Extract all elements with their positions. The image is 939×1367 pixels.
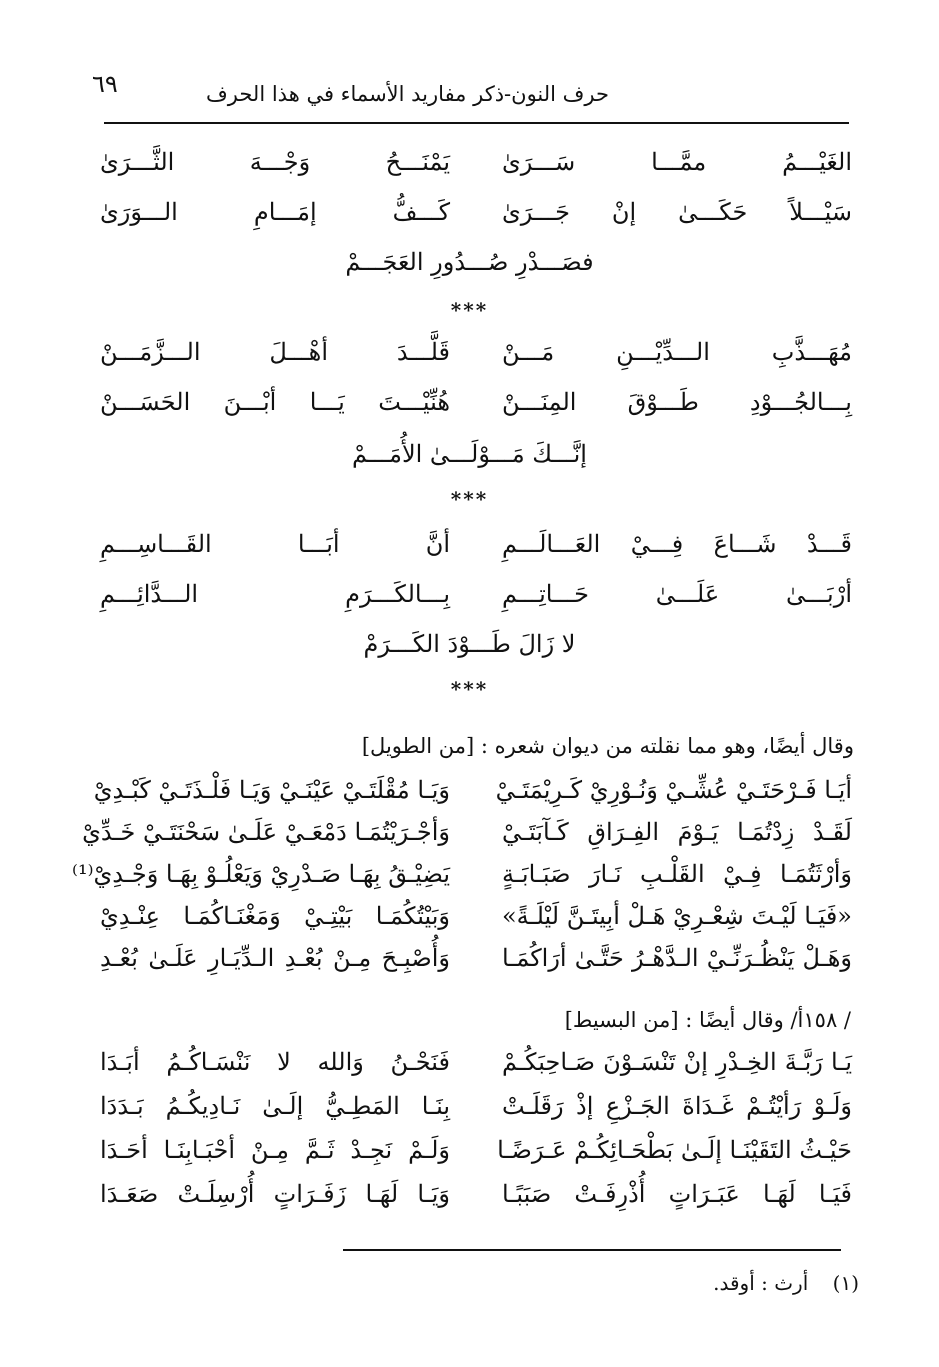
verse-hemistich-right: قَـــدْ شَـــاعَ فِـــيْ العَـــالَـــمِ (502, 530, 852, 558)
verse-hemistich-right: حَيْـثُ التَقَيْنَـا إلَـىٰ بَطْحَـائِكُـمْ عَـرَضًـا (497, 1136, 852, 1164)
verse-hemistich-left: وَبَيْتُكُمَـا بَيْتِـيْ وَمَغْنَـاكُمَـا عِنْـدِيْ (100, 902, 450, 930)
verse-hemistich-right: فَيَـا لَهَـا عَبَـرَاتٍ أُذْرِفَـتْ صَبَبًـا (502, 1180, 852, 1208)
verse-line (100, 1172, 852, 1216)
verse-refrain: إنَّـــكَ مَـــوْلَـــىٰ الأُمَـــمْ (352, 440, 587, 468)
footnote-rule (343, 1249, 841, 1251)
verse-line (82, 810, 852, 854)
verse-hemistich-right: يَـا رَبَّـةَ الخِـدْرِ إنْ تَنْسَـوْنَ صَـاحِبَكُـمْ (502, 1048, 852, 1076)
verse-line (93, 768, 852, 812)
verse-hemistich-right: وَلَـوْ رَأيْتُـمْ غَـدَاةَ الجَـزْعِ إذْ رَقَلَـتْ (502, 1092, 852, 1120)
verse-hemistich-left: قَلَّـــدَ أهْـــلَ الـــزَّمَـــنْ (100, 338, 450, 366)
verse-refrain: لا زَالَ طَـــوْدَ الكَـــرَمْ (363, 630, 576, 658)
verse-line (100, 140, 852, 184)
verse-hemistich-left: يَمْنَـــحُ وَجْـــهَ الثَّـــرَىٰ (100, 148, 450, 176)
verse-hemistich-right: مُهَـــذَّبِ الـــدِّيْـــنِ مَـــنْ (502, 338, 852, 366)
verse-line (100, 1040, 852, 1084)
verse-line (100, 190, 852, 234)
verse-refrain: فصَـــدْرِ صُـــدُورِ العَجَـــمْ (345, 248, 594, 276)
verse-hemistich-right: أرْبَـــىٰ عَلَـــىٰ حَـــاتِـــمِ (502, 580, 852, 608)
verse-hemistich-right: لَقَـدْ زِدْتُمَـا يَـوْمَ الفِـرَاقِ كَـآبَتَـيْ (502, 818, 852, 846)
verse-line (100, 522, 852, 566)
verse-hemistich-right: وَهَـلْ يَنْظُـرَنِّـيْ الـدَّهْـرُ حَتَّـىٰ أرَاكُمَـا (502, 944, 852, 972)
verse-hemistich-left: كَـــفُّ إمَـــامِ الـــوَرَىٰ (100, 198, 450, 226)
verse-hemistich-right: سَيْـــلاً حَكَـــىٰ إنْ جَـــرَىٰ (502, 198, 852, 226)
verse-hemistich-left: أنَّ أبَـــا القَـــاسِـــمِ (100, 530, 450, 558)
poem-intro: / ١٥٨أ/ وقال أيضًا : [من البسيط] (564, 1008, 851, 1032)
verse-hemistich-left: يَضِيْـقُ بِهَـا صَـدْرِيْ وَيَعْلُـوْ بِهَـا وَجْـدِيْ⁽¹⁾ (72, 860, 450, 888)
verse-hemistich-left: فَنَحْـنُ وَالله لا نَنْسَـاكُـمُ أبَـدَا (100, 1048, 450, 1076)
verse-hemistich-right: بِـــالجُـــوْدِ طَـــوْقَ المِنَـــنْ (502, 388, 852, 416)
verse-line (100, 380, 852, 424)
footnote-number: (١) (832, 1271, 859, 1295)
footnote-text: أرث : أوقد. (713, 1271, 809, 1295)
running-title: حرف النون-ذكر مفاريد الأسماء في هذا الحرف (206, 82, 609, 106)
verse-hemistich-left: وَأجْـرَيْتُمَـا دَمْعَـيْ عَلَـىٰ سَحْنَتَـيْ خَـدِّيْ (82, 818, 450, 846)
verse-hemistich-left: وَأُصْبِـحَ مِـنْ بُعْـدِ الـدِّيَـارِ عَلَـىٰ بُعْـدِ (100, 944, 450, 972)
verse-hemistich-left: بِـــالكَـــرَمِ الـــدَّائِـــمِ (100, 580, 450, 608)
verse-line (100, 330, 852, 374)
verse-line (100, 936, 852, 980)
verse-hemistich-right: الغَيْـــمُ ممَّـــا سَـــرَىٰ (502, 148, 852, 176)
page-number: ٦٩ (92, 70, 118, 98)
verse-hemistich-left: هُنِّيْـــتَ يَـــا أبْـــنَ الحَسَـــنْ (100, 388, 450, 416)
section-separator: *** (450, 487, 489, 511)
footnote (459, 1268, 859, 1298)
verse-hemistich-left: وَلَـمْ نَجِـدْ ثَـمَّ مِـنْ أحْبَـابِنَـا أحَـدَا (100, 1136, 450, 1164)
verse-hemistich-right: أيَـا فَـرْحَتَـيْ عُشِّـيْ وَنُـوْرِيْ كَـرِيْمَتَـيْ (495, 776, 852, 804)
verse-hemistich-right: «فَيَـا لَيْـتَ شِعْـرِيْ هَـلْ أبِيتَـنَّ لَيْلَـةً» (502, 902, 852, 930)
verse-hemistich-right: وَأرْثَتُمَـا فِـيْ القَلْـبِ نَـارَ صَبَـابَـةٍ (502, 860, 852, 888)
verse-line (72, 852, 852, 896)
section-separator: *** (450, 298, 489, 322)
verse-line (100, 572, 852, 616)
verse-line (100, 1084, 852, 1128)
section-separator: *** (450, 677, 489, 701)
poem-intro: وقال أيضًا، وهو مما نقلته من ديوان شعره : [من الطويل] (361, 734, 854, 758)
verse-hemistich-left: وَيَـا لَهَـا زَفَـرَاتٍ أُرْسِلَـتْ صَعَـدَا (100, 1180, 450, 1208)
verse-hemistich-left: بِنَـا المَطِـيُّ إلَـىٰ نَـادِيكُـمُ بَـدَدَا (100, 1092, 450, 1120)
verse-line (100, 1128, 852, 1172)
header-rule (104, 122, 849, 124)
verse-line (100, 894, 852, 938)
verse-hemistich-left: وَيَـا مُقْلَتَـيْ عَيْنَـيْ وَيَـا فَلْـذَتَـيْ كَبْـدِيْ (93, 776, 450, 804)
